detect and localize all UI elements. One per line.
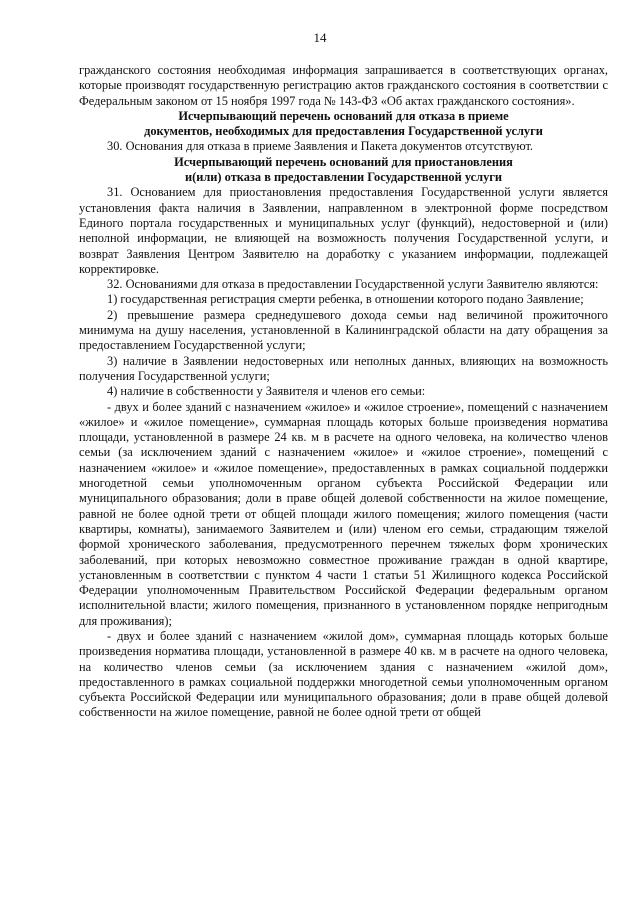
heading-line: Исчерпывающий перечень оснований для приостановления — [174, 154, 513, 169]
heading-line: и(или) отказа в предоставлении Государственной услуги — [184, 170, 503, 185]
heading-line: документов, необходимых для предоставления Государственной услуги — [144, 124, 543, 139]
list-item-2: 2) превышение размера среднедушевого дохода семьи над величиной прожиточного минимума на душу населения, установленной в Калининградской области на дату обращения за предоставлением Государственной услуги; — [79, 307, 608, 353]
section-heading-suspension-refusal — [79, 155, 608, 186]
list-item-3: 3) наличие в Заявлении недостоверных или неполных данных, влияющих на возможность получения Государственной услуги; — [79, 353, 608, 383]
section-heading-refusal-acceptance — [79, 109, 608, 140]
list-item-1: 1) государственная регистрация смерти ребенка, в отношении которого подано Заявление; — [107, 292, 584, 307]
paragraph-30: 30. Основания для отказа в приеме Заявления и Пакета документов отсутствуют. — [107, 139, 534, 154]
dash-item-2: - двух и более зданий с назначением «жилой дом», суммарная площадь которых больше произведения норматива площади, установленной в размере 40 кв. м в расчете на одного человека, на количество членов семьи (за исключением здания с назначением «жилой дом», предоставленного в рамках социальной поддержки многодетной семьи уполномоченным органом субъекта Российской Федерации или муниципального образования; доли в праве общей долевой собственности на жилое помещение, равной не более одной трети от общей — [79, 628, 608, 720]
paragraph-32: 32. Основаниями для отказа в предоставлении Государственной услуги Заявителю являются: — [107, 277, 599, 292]
list-item-4: 4) наличие в собственности у Заявителя и членов его семьи: — [107, 384, 426, 399]
page-number: 14 — [313, 30, 327, 45]
dash-item-1: - двух и более зданий с назначением «жилое» и «жилое строение», помещений с назначением «жилое» и «жилое помещение», суммарная площадь которых больше произведения норматива площади, установленной в размере 24 кв. м в расчете на одного человека, на количество членов семьи (за исключением зданий с назначением «жилое» и «жилое строение», помещений с назначением «жилое» и «жилое помещение», предоставленных в рамках социальной поддержки многодетной семьи уполномоченным органом субъекта Российской Федерации или муниципального образования; доли в праве общей долевой собственности на жилое помещение, равной не более одной трети от общей площади жилого помещения; жилого помещения (части квартиры, комнаты), занимаемого Заявителем и (или) членом его семьи, страдающим тяжелой формой хронического заболевания, предусмотренного перечнем тяжелых форм хронических заболеваний, при которых невозможно совместное проживание граждан в одной квартире, установленным в соответствии с пунктом 4 части 1 статьи 51 Жилищного кодекса Российской Федерации уполномоченным Правительством Российской Федерации федеральным органом исполнительной власти; жилого помещения, признанного в установленном порядке непригодным для проживания); — [79, 399, 608, 628]
heading-line: Исчерпывающий перечень оснований для отказа в приеме — [178, 108, 509, 123]
document-body — [79, 63, 608, 721]
paragraph-31: 31. Основанием для приостановления предоставления Государственной услуги является установления факта наличия в Заявлении, направленном в электронной форме посредством Единого портала государственных и муниципальных услуг (функций), недостоверной и (или) неполной информации, не влияющей на возможность получения Государственной услуги, и возврат Заявления Центром Заявителю на доработку с указанием информации, подлежащей корректировке. — [79, 185, 608, 276]
paragraph-continuation: гражданского состояния необходимая информация запрашивается в соответствующих органах, которые производят государственную регистрацию актов гражданского состояния в соответствии с Федеральным законом от 15 ноября 1997 года № 143-ФЗ «Об актах гражданского состояния». — [79, 63, 608, 108]
